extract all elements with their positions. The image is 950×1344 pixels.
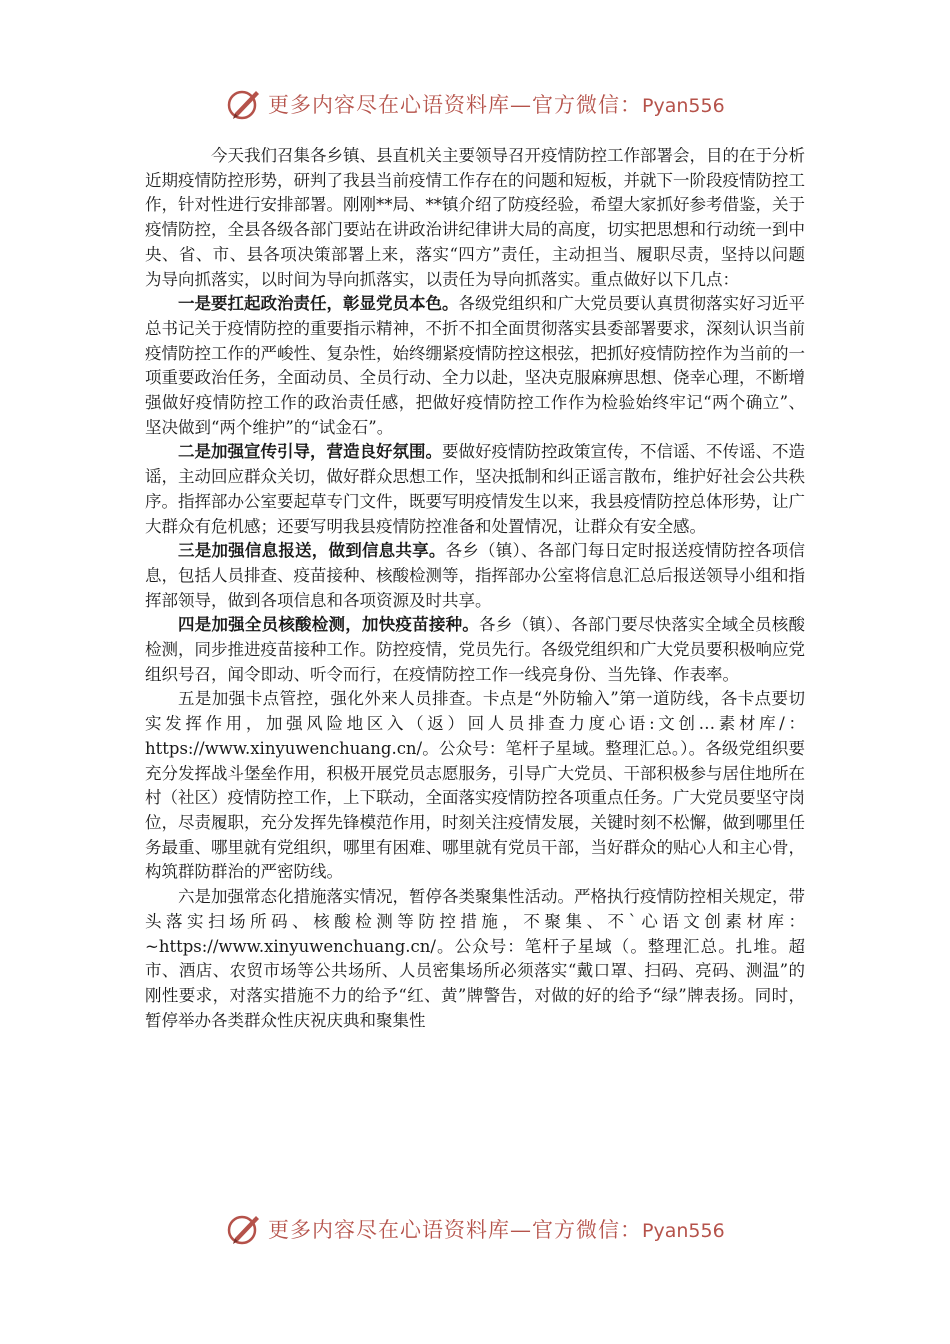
banner-wechat-id: Pyan556 (642, 95, 725, 117)
paragraph-body: 六是加强常态化措施落实情况，暂停各类聚集性活动。严格执行疫情防控相关规定，带头落实扫场所码、核酸检测等防控措施，不聚集、不`心语文创素材库：~https://www.xinyuwenchuang.cn/。公众号：笔杆子星域（。整理汇总。扎堆。超市、酒店、农贸市场等公共场所、人员密集场所必须落实“戴口罩、扫码、亮码、测温”的刚性要求，对落实措施不力的给予“红、黄”牌警告，对做的好的给予“绿”牌表扬。同时，暂停举办各类群众性庆祝庆典和聚集性 (145, 887, 805, 1030)
paragraph-point-4 (145, 613, 805, 687)
banner-text (268, 1214, 725, 1244)
paragraph-body: 今天我们召集各乡镇、县直机关主要领导召开疫情防控工作部署会，目的在于分析近期疫情防控形势，研判了我县当前疫情工作存在的问题和短板，并就下一阶段疫情防控工作，针对性进行安排部署。刚刚**局、**镇介绍了防疫经验，希望大家抓好参考借鉴，关于疫情防控，全县各级各部门要站在讲政治讲纪律讲大局的高度，切实把思想和行动统一到中央、省、市、县各项决策部署上来，落实“四方”责任，主动担当、履职尽责，坚持以问题为导向抓落实，以时间为导向抓落实，以责任为导向抓落实。重点做好以下几点： (145, 146, 805, 289)
banner-slogan: 更多内容尽在心语资料库—官方微信： (268, 93, 642, 117)
paragraph-point-2 (145, 440, 805, 539)
banner-wechat-id: Pyan556 (642, 1220, 725, 1242)
footer-banner (226, 1209, 746, 1249)
header-banner (226, 84, 746, 124)
banner-text (268, 89, 725, 119)
paragraph-intro (145, 144, 805, 292)
banner-slogan: 更多内容尽在心语资料库—官方微信： (268, 1218, 642, 1242)
paragraph-lead: 二是加强宣传引导，营造良好氛围。 (178, 442, 442, 462)
paragraph-point-5 (145, 687, 805, 885)
paragraph-lead: 一是要扛起政治责任，彰显党员本色。 (178, 294, 459, 314)
document-body (145, 144, 805, 1033)
paragraph-body: 五是加强卡点管控，强化外来人员排查。卡点是“外防输入”第一道防线，各卡点要切实发挥作用，加强风险地区入（返）回人员排查力度心语:文创…素材库/：https://www.xinyuwenchuang.cn/。公众号：笔杆子星域。整理汇总。）。各级党组织要充分发挥战斗堡垒作用，积极开展党员志愿服务，引导广大党员、干部积极参与居住地所在村（社区）疫情防控工作，上下联动，全面落实疫情防控各项重点任务。广大党员要坚守岗位，尽责履职，充分发挥先锋模范作用，时刻关注疫情发展，关键时刻不松懈，做到哪里任务最重、哪里就有党组织，哪里有困难、哪里就有党员干部，当好群众的贴心人和主心骨，构筑群防群治的严密防线。 (145, 689, 805, 882)
paragraph-lead: 四是加强全员核酸检测，加快疫苗接种。 (178, 615, 480, 635)
paragraph-body: 各乡（镇）、各部门每日定时报送疫情防控各项信息，包括人员排查、疫苗接种、核酸检测等，指挥部办公室将信息汇总后报送领导小组和指挥部领导，做到各项信息和各项资源及时共享。 (145, 541, 806, 610)
paragraph-point-6 (145, 885, 805, 1033)
paragraph-lead: 三是加强信息报送，做到信息共享。 (178, 541, 446, 561)
paragraph-body: 各乡（镇）、各部门要尽快落实全域全员核酸检测，同步推进疫苗接种工作。防控疫情，党员先行。各级党组织和广大党员要积极响应党组织号召，闻令即动、听令而行，在疫情防控工作一线亮身份、当先锋、作表率。 (145, 615, 806, 684)
paragraph-body: 各级党组织和广大党员要认真贯彻落实好习近平总书记关于疫情防控的重要指示精神，不折不扣全面贯彻落实县委部署要求，深刻认识当前疫情防控工作的严峻性、复杂性，始终绷紧疫情防控这根弦，把抓好疫情防控作为当前的一项重要政治任务，全面动员、全员行动、全力以赴，坚决克服麻痹思想、侥幸心理，不断增强做好疫情防控工作的政治责任感，把做好疫情防控工作作为检验始终牢记“两个确立”、坚决做到“两个维护”的“试金石”。 (145, 294, 805, 437)
paragraph-point-3 (145, 539, 805, 613)
paragraph-body: 要做好疫情防控政策宣传，不信谣、不传谣、不造谣，主动回应群众关切，做好群众思想工作，坚决抵制和纠正谣言散布，维护好社会公共秩序。指挥部办公室要起草专门文件，既要写明疫情发生以来，我县疫情防控总体形势，让广大群众有危机感；还要写明我县疫情防控准备和处置情况，让群众有安全感。 (145, 442, 805, 536)
paragraph-point-1 (145, 292, 805, 440)
pen-logo-icon (226, 1211, 262, 1247)
pen-logo-icon (226, 86, 262, 122)
